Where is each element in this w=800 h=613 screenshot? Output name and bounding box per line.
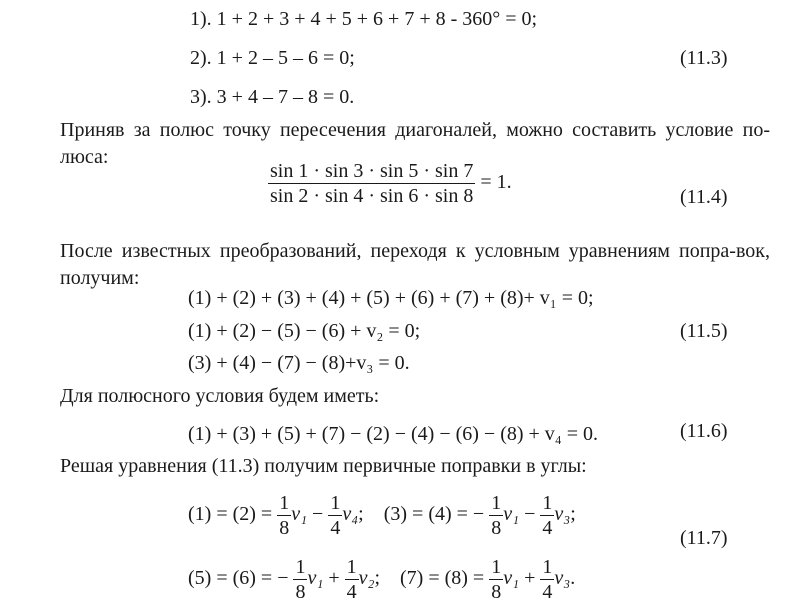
frac-numerator: 1 bbox=[346, 556, 357, 578]
eq-11-5-number: (11.5) bbox=[680, 320, 728, 342]
fraction-1-4 bbox=[328, 492, 342, 539]
eq-11-3-line-3: 3). 3 + 4 – 7 – 8 = 0. bbox=[190, 86, 355, 108]
plus-sign: + bbox=[328, 567, 340, 590]
eq-11-4-denominator: sin 2 · sin 4 · sin 6 · sin 8 bbox=[270, 185, 474, 207]
fraction-1-4 bbox=[540, 556, 554, 603]
eq-11-3-line-1: 1). 1 + 2 + 3 + 4 + 5 + 6 + 7 + 8 - 360° = 0; bbox=[190, 8, 538, 30]
var-v1: v₁ bbox=[503, 567, 520, 590]
var-v4: v₄ bbox=[342, 503, 359, 526]
var-v1: v₁ bbox=[503, 503, 520, 526]
frac-denominator: 4 bbox=[346, 581, 357, 603]
eq-11-6-line: (1) + (3) + (5) + (7) − (2) − (4) − (6) − (8) + v₄ = 0. bbox=[188, 423, 599, 445]
frac-denominator: 4 bbox=[330, 517, 341, 539]
fraction-1-8 bbox=[489, 556, 503, 603]
eq-11-6-number: (11.6) bbox=[680, 420, 728, 442]
frac-numerator: 1 bbox=[491, 556, 502, 578]
frac-numerator: 1 bbox=[542, 492, 553, 514]
eq-11-7-a-lhs: (1) = (2) = bbox=[188, 503, 273, 526]
var-v1: v₁ bbox=[307, 567, 324, 590]
fraction-1-8 bbox=[489, 492, 503, 539]
frac-numerator: 1 bbox=[279, 492, 290, 514]
minus-sign: − bbox=[312, 503, 324, 526]
frac-denominator: 4 bbox=[542, 517, 553, 539]
eq-11-4-fraction bbox=[268, 160, 475, 207]
var-v2: v₂ bbox=[358, 567, 375, 590]
period: . bbox=[570, 567, 576, 590]
plus-sign: + bbox=[524, 567, 536, 590]
eq-11-5-line-1: (1) + (2) + (3) + (4) + (5) + (6) + (7) + (8)+ v₁ = 0; bbox=[188, 287, 594, 309]
eq-11-7-row-2 bbox=[188, 556, 575, 603]
var-v3: v₃ bbox=[554, 503, 571, 526]
frac-denominator: 8 bbox=[491, 581, 502, 603]
minus-sign: − bbox=[524, 503, 536, 526]
eq-11-3-line-2: 2). 1 + 2 – 5 – 6 = 0; bbox=[190, 47, 355, 69]
frac-denominator: 8 bbox=[491, 517, 502, 539]
frac-numerator: 1 bbox=[330, 492, 341, 514]
paragraph-pole-condition: Приняв за полюс точку пересечения диагоналей, можно составить условие по-люса: bbox=[60, 119, 770, 168]
eq-11-5-line-2: (1) + (2) − (5) − (6) + v₂ = 0; bbox=[188, 320, 421, 342]
semicolon: ; bbox=[358, 503, 364, 526]
paragraph-transformations: После известных преобразований, переходя к условным уравнениям попра-вок, получим: bbox=[60, 240, 770, 289]
paragraph-polar-condition: Для полюсного условия будем иметь: bbox=[60, 385, 380, 407]
frac-numerator: 1 bbox=[491, 492, 502, 514]
eq-11-7-number: (11.7) bbox=[680, 527, 728, 549]
frac-denominator: 4 bbox=[542, 581, 553, 603]
paragraph-solving: Решая уравнения (11.3) получим первичные поправки в углы: bbox=[60, 455, 587, 477]
eq-11-4 bbox=[268, 160, 512, 207]
fraction-1-8 bbox=[277, 492, 291, 539]
frac-numerator: 1 bbox=[295, 556, 306, 578]
var-v1: v₁ bbox=[291, 503, 308, 526]
eq-11-7-b-lhs: (3) = (4) = − bbox=[383, 503, 485, 526]
eq-11-4-numerator: sin 1 · sin 3 · sin 5 · sin 7 bbox=[270, 160, 474, 182]
eq-11-4-rhs: = 1. bbox=[480, 171, 512, 194]
frac-denominator: 8 bbox=[295, 581, 306, 603]
fraction-1-4 bbox=[345, 556, 359, 603]
eq-11-7-d-lhs: (7) = (8) = bbox=[400, 567, 485, 590]
eq-11-7-row-1 bbox=[188, 492, 576, 539]
fraction-1-4 bbox=[540, 492, 554, 539]
semicolon: ; bbox=[374, 567, 381, 590]
eq-11-4-number: (11.4) bbox=[680, 186, 728, 208]
frac-numerator: 1 bbox=[542, 556, 553, 578]
eq-11-7-c-lhs: (5) = (6) = − bbox=[188, 567, 289, 590]
semicolon: ; bbox=[570, 503, 576, 526]
frac-denominator: 8 bbox=[279, 517, 290, 539]
eq-11-5-line-3: (3) + (4) − (7) − (8)+v₃ = 0. bbox=[188, 352, 410, 374]
eq-11-3-number: (11.3) bbox=[680, 47, 728, 69]
var-v3: v₃ bbox=[554, 567, 571, 590]
fraction-1-8 bbox=[293, 556, 307, 603]
